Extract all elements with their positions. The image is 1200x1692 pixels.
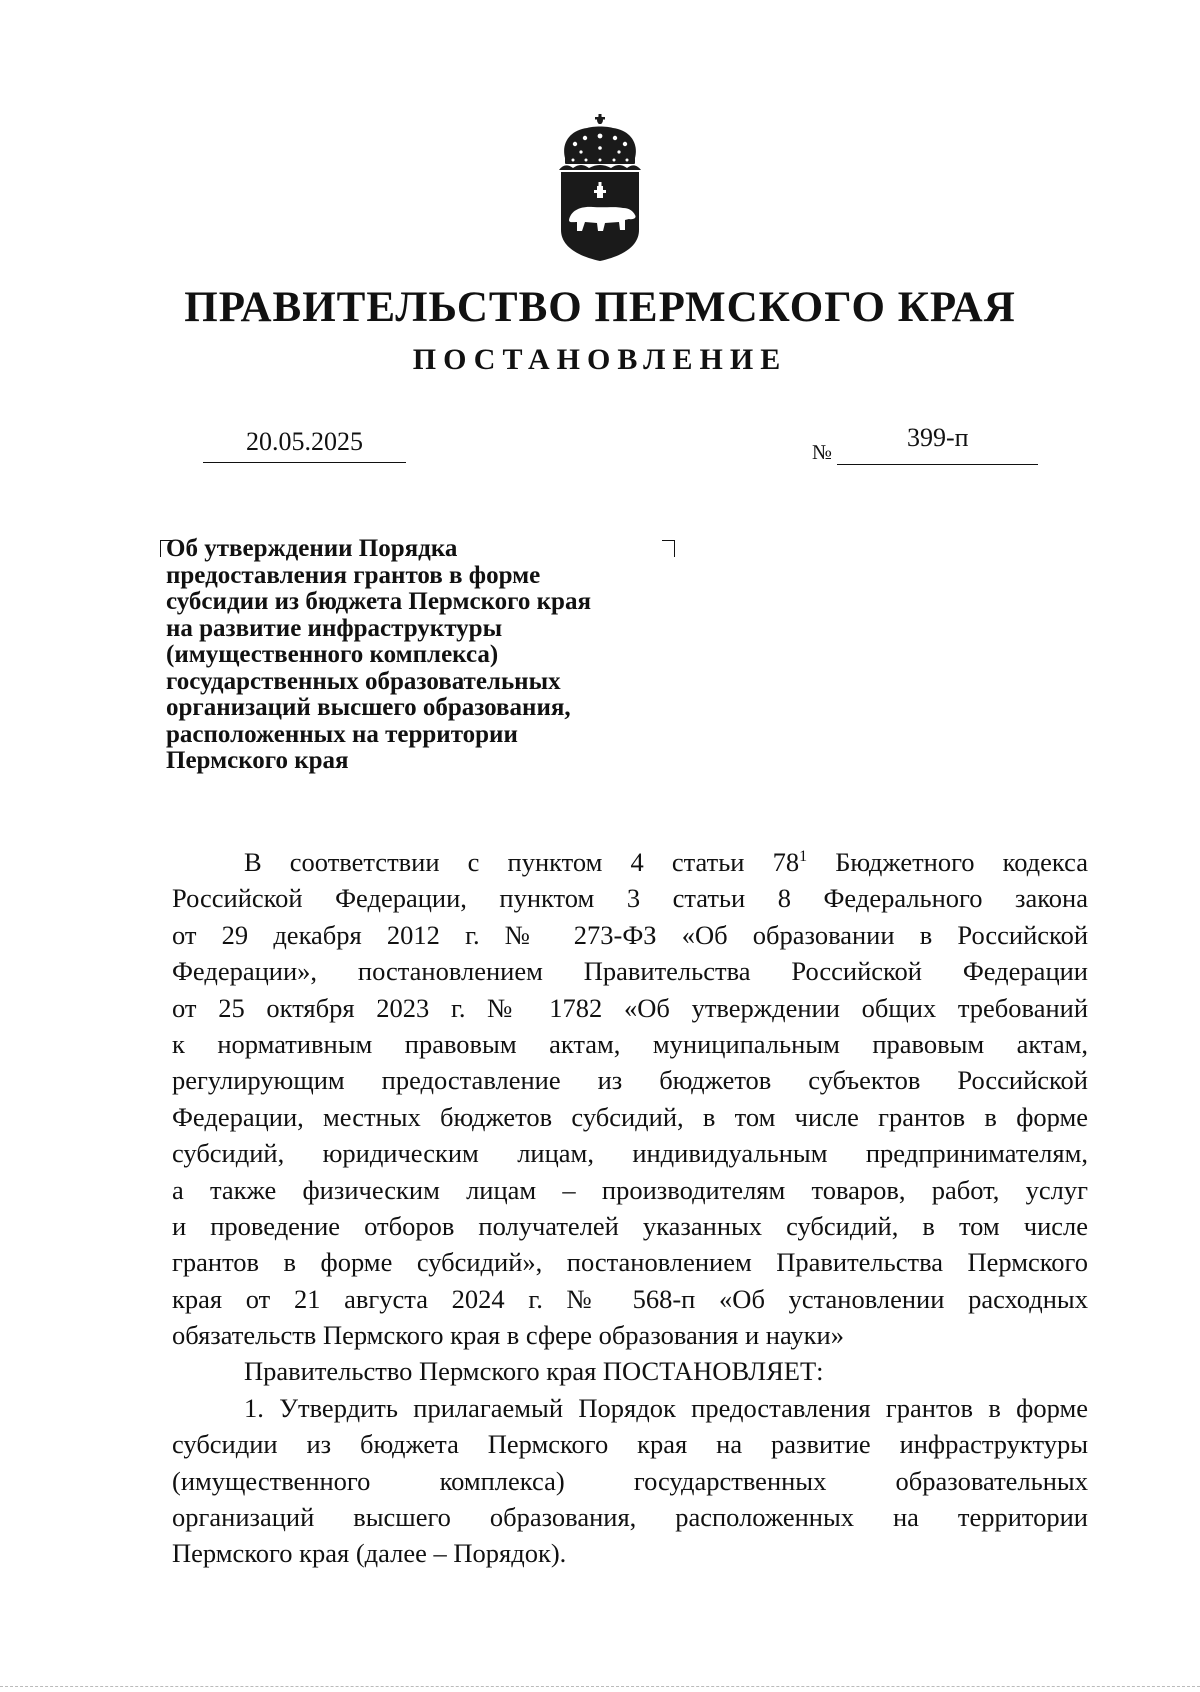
document-number-field: [812, 420, 1038, 466]
coat-of-arms-icon: [551, 112, 649, 262]
body-line: к нормативным правовым актам, муниципальным правовым актам,: [172, 1028, 1088, 1059]
subject-line: (имущественного комплекса): [166, 641, 499, 668]
document-date-field: [203, 424, 406, 463]
body-line: края от 21 августа 2024 г. № 568-п «Об установлении расходных: [172, 1283, 1088, 1314]
subject-line: на развитие инфраструктуры: [166, 614, 503, 642]
subject-line: субсидии из бюджета Пермского края: [166, 588, 591, 615]
body-line: Российской Федерации, пунктом 3 статьи 8 Федерального закона: [172, 883, 1088, 914]
subject-line: Об утверждении Порядка: [166, 535, 458, 562]
body-line: от 29 декабря 2012 г. № 273-ФЗ «Об образовании в Российской: [172, 919, 1088, 950]
resolves-paragraph: [172, 1353, 1088, 1389]
number-underline: [837, 464, 1038, 465]
document-subject: [166, 536, 686, 775]
document-type: ПОСТАНОВЛЕНИЕ: [412, 343, 788, 376]
body-line: обязательств Пермского края в сфере образования и науки»: [172, 1320, 844, 1351]
body-line: а также физическим лицам – производителям товаров, работ, услуг: [172, 1174, 1088, 1205]
body-line: Федерации, местных бюджетов субсидий, в том числе грантов в форме: [172, 1101, 1088, 1132]
body-line: от 25 октября 2023 г. № 1782 «Об утверждении общих требований: [172, 992, 1088, 1023]
body-line: субсидии из бюджета Пермского края на развитие инфраструктуры: [172, 1429, 1088, 1460]
body-line: (имущественного комплекса) государственных образовательных: [172, 1465, 1088, 1496]
organization-title: ПРАВИТЕЛЬСТВО ПЕРМСКОГО КРАЯ: [184, 284, 1016, 331]
item-1-paragraph: [172, 1390, 1088, 1572]
date-underline: [203, 462, 406, 463]
subject-line: организаций высшего образования,: [166, 694, 571, 721]
page-bottom-edge: [0, 1686, 1200, 1687]
subject-line: Пермского края: [166, 747, 349, 774]
number-sign: №: [812, 440, 833, 464]
body-line: В соответствии с пунктом 4 статьи $78^1$ Бюджетного кодекса: [244, 847, 1088, 877]
document-date: 20.05.2025: [246, 427, 363, 456]
document-body: [172, 844, 1088, 1572]
body-line: субсидий, юридическим лицам, индивидуальным предпринимателям,: [172, 1138, 1088, 1169]
subject-line: государственных образовательных: [166, 667, 561, 695]
body-line: грантов в форме субсидий», постановлением Правительства Пермского: [172, 1247, 1088, 1278]
body-line: и проведение отборов получателей указанных субсидий, в том числе: [172, 1210, 1088, 1241]
superscript: 1: [799, 848, 808, 865]
preamble-paragraph: [172, 844, 1088, 1353]
body-line: Федерации», постановлением Правительства Российской Федерации: [172, 956, 1088, 987]
resolves-line: Правительство Пермского края ПОСТАНОВЛЯЕТ:: [244, 1356, 824, 1387]
body-line: регулирующим предоставление из бюджетов субъектов Российской: [172, 1065, 1088, 1096]
subject-line: расположенных на территории: [166, 720, 518, 748]
subject-line: предоставления грантов в форме: [166, 561, 541, 589]
document-number: 399-п: [907, 423, 969, 452]
body-line: Пермского края (далее – Порядок).: [172, 1538, 567, 1569]
body-line: 1. Утвердить прилагаемый Порядок предоставления грантов в форме: [244, 1392, 1088, 1423]
body-line: организаций высшего образования, расположенных на территории: [172, 1502, 1088, 1533]
